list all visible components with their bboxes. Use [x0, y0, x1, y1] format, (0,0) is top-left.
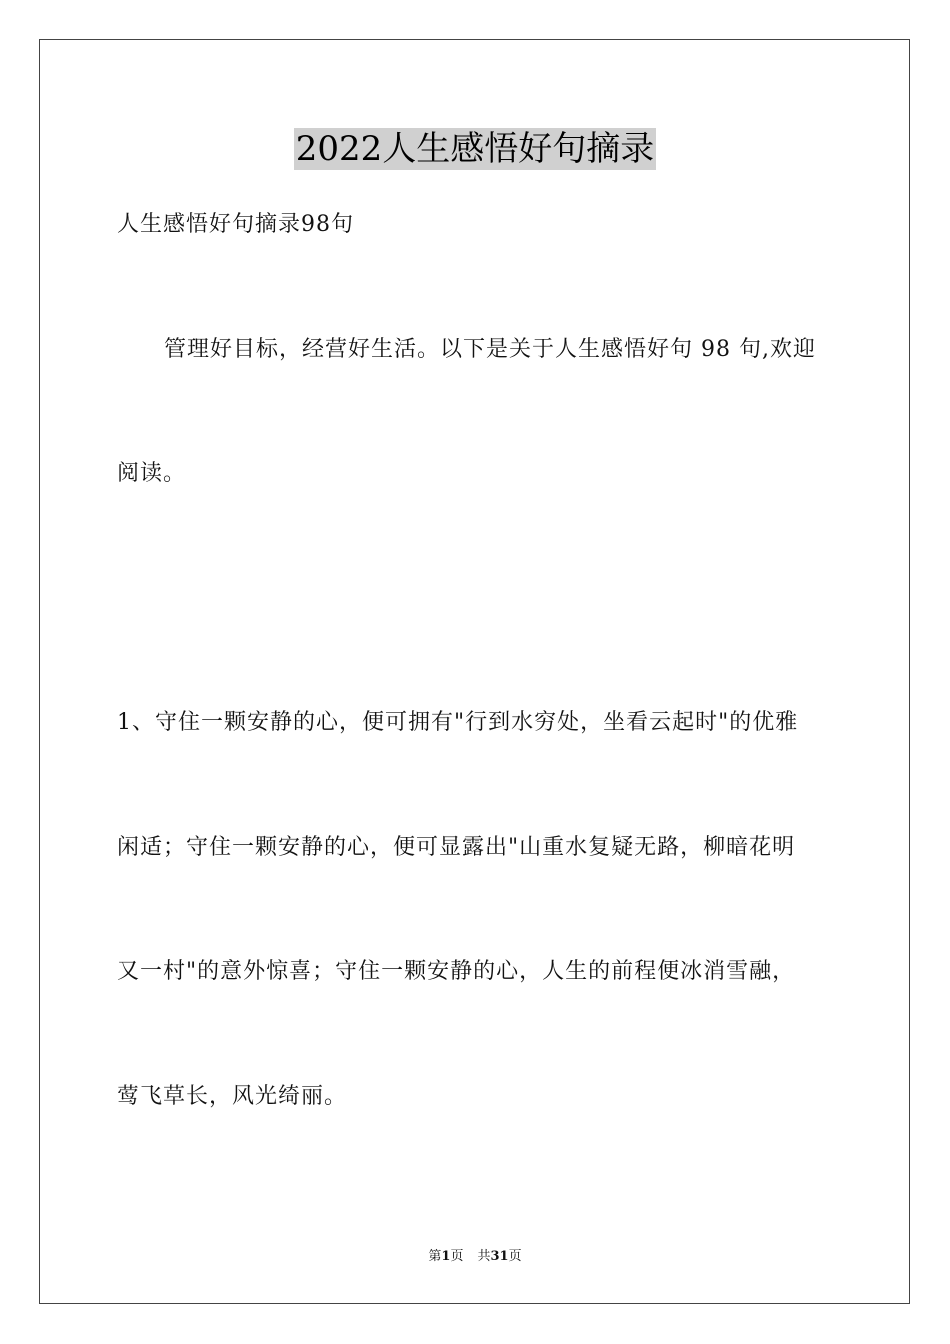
footer-total-suffix: 页: [508, 1249, 522, 1264]
footer-page-prefix: 第: [428, 1249, 442, 1264]
item-1-line-3: 又一村"的意外惊喜；守住一颗安静的心，人生的前程便冰消雪融，: [117, 959, 796, 984]
footer-total-prefix: 共: [477, 1249, 491, 1264]
page-footer: [0, 1248, 950, 1266]
footer-page-total: 31: [490, 1249, 509, 1264]
document-subtitle: 人生感悟好句摘录98句: [117, 212, 354, 237]
footer-page-current: 1: [441, 1249, 451, 1264]
item-1-line-4: 莺飞草长，风光绮丽。: [117, 1084, 348, 1109]
footer-page-suffix: 页: [450, 1249, 464, 1264]
intro-line-2: 阅读。: [117, 461, 187, 486]
intro-line-1: 管理好目标，经营好生活。以下是关于人生感悟好句 98 句,欢迎: [164, 337, 816, 362]
item-1-line-1: 1、守住一颗安静的心，便可拥有"行到水穷处，坐看云起时"的优雅: [117, 710, 799, 735]
document-title: 2022人生感悟好句摘录: [295, 129, 655, 169]
title-container: [0, 128, 950, 170]
item-1-line-2: 闲适；守住一颗安静的心，便可显露出"山重水复疑无路，柳暗花明: [117, 835, 796, 860]
